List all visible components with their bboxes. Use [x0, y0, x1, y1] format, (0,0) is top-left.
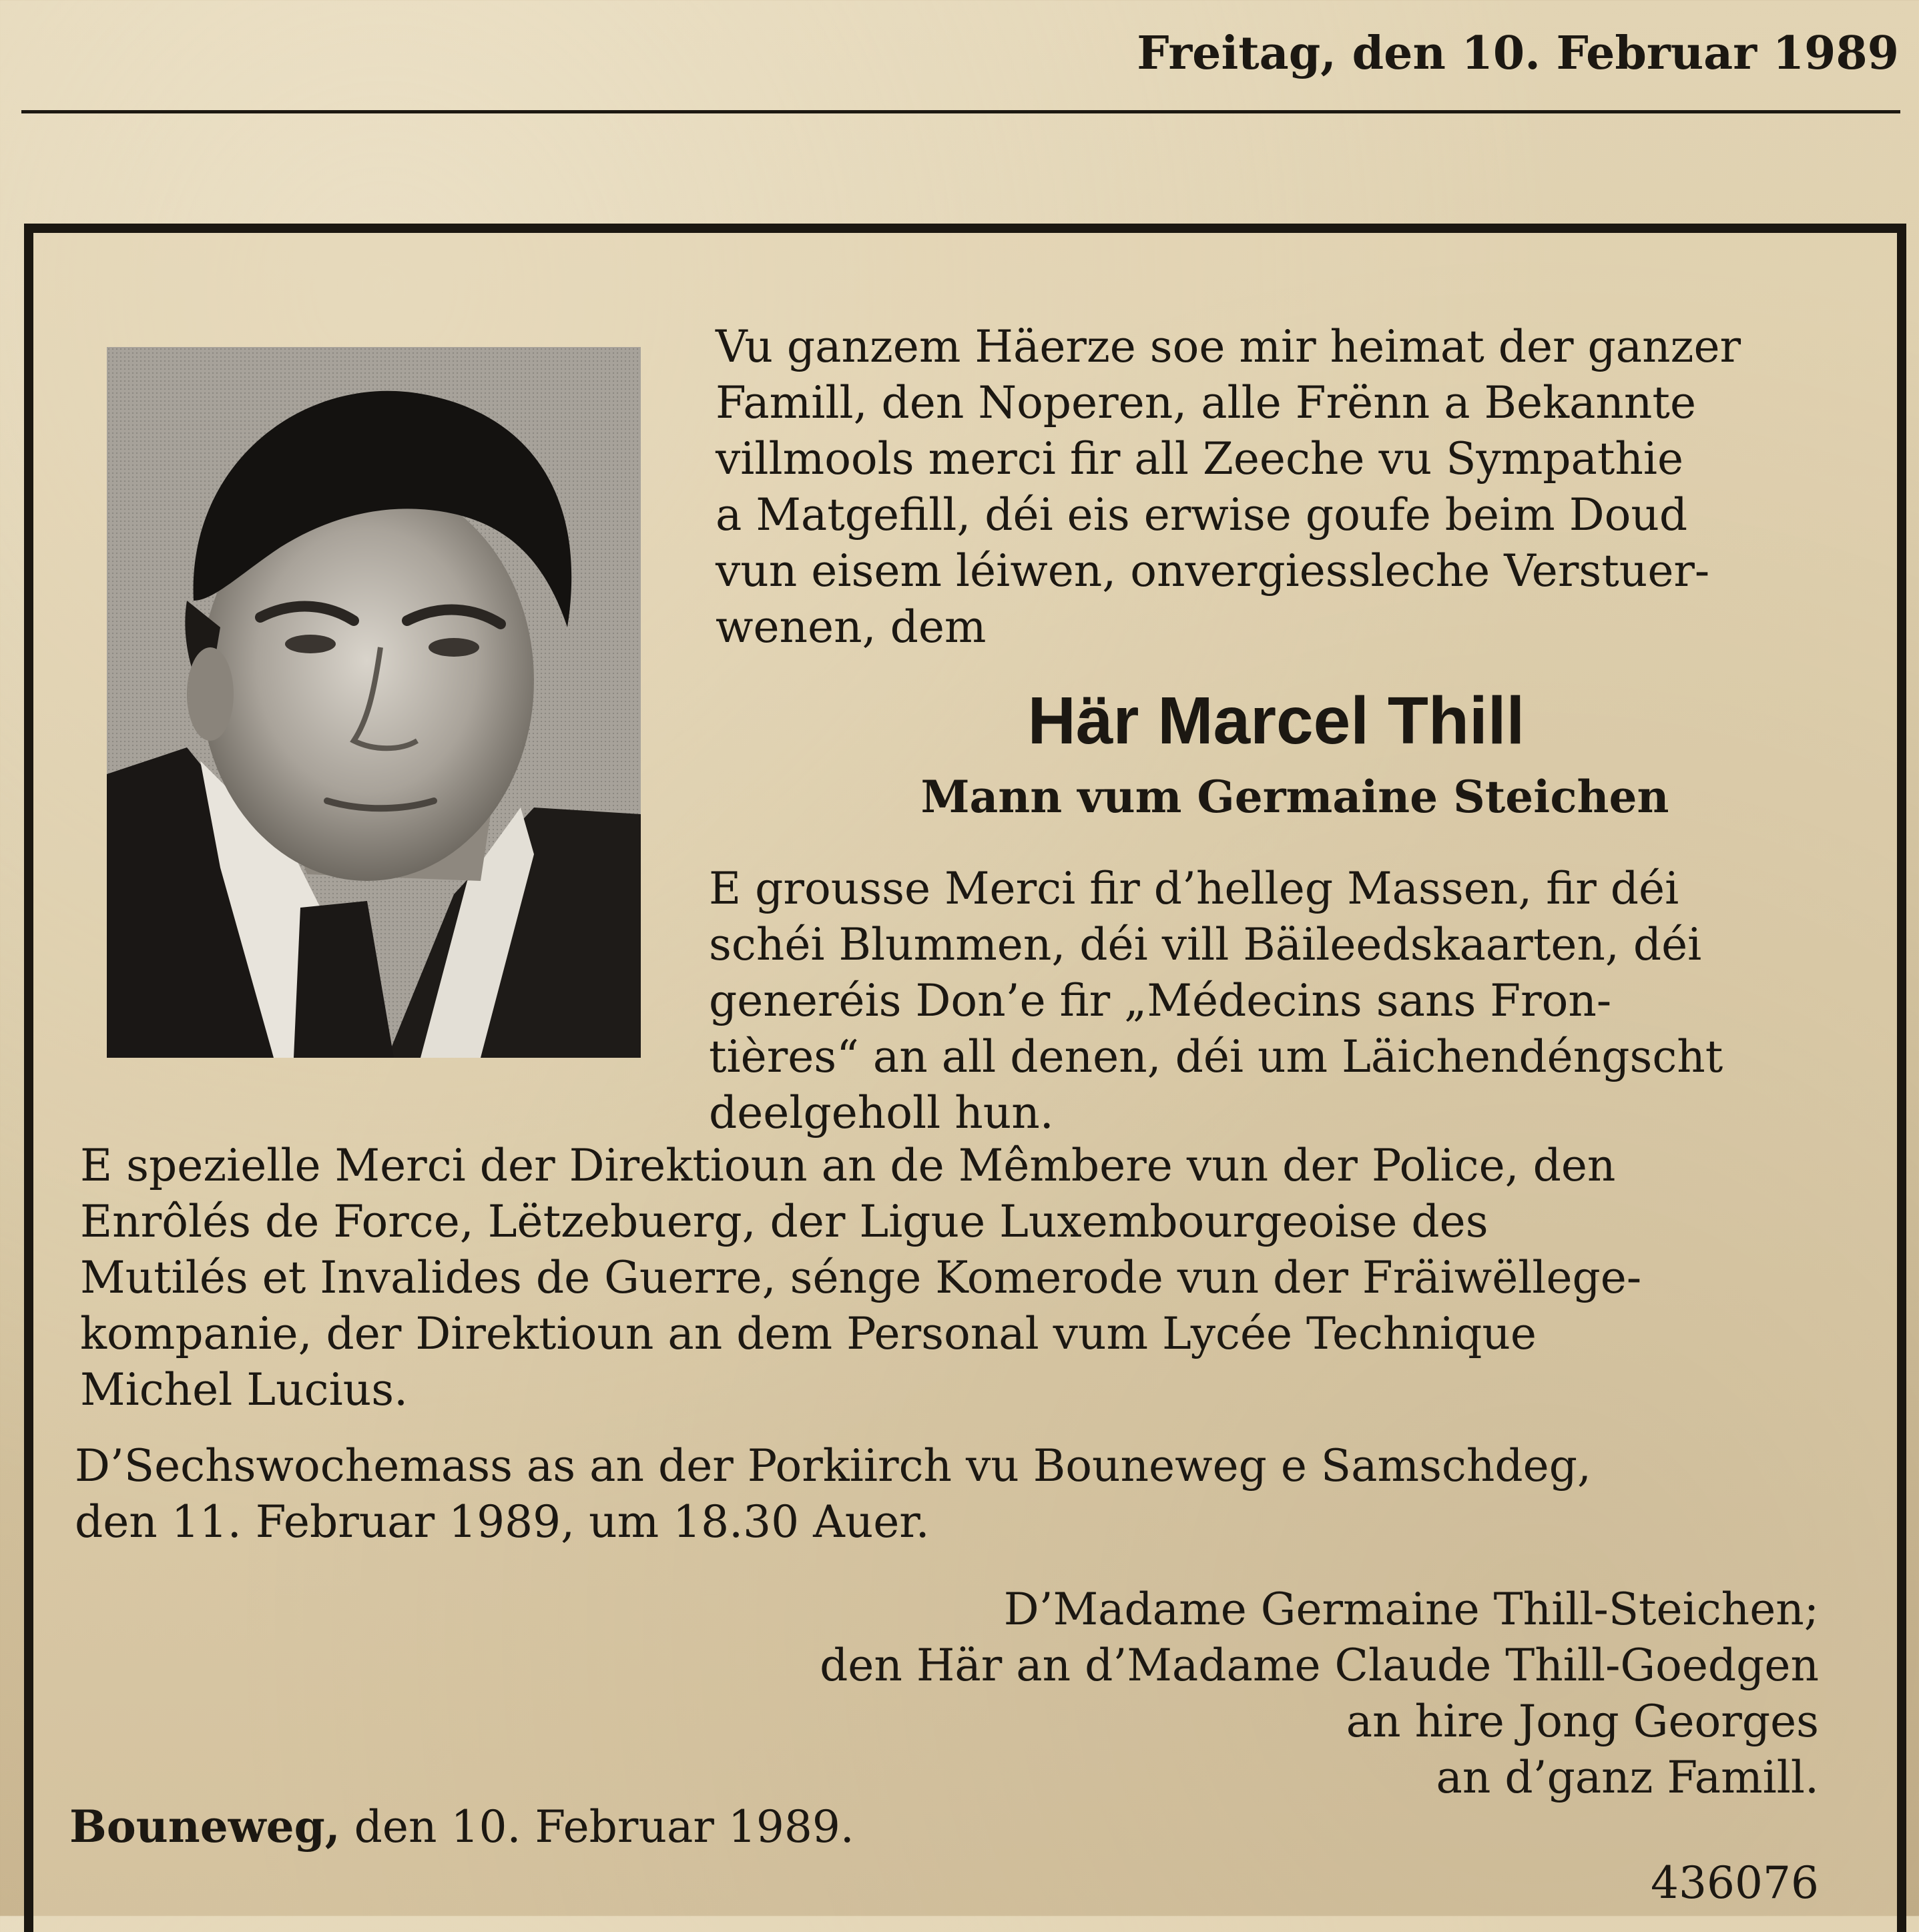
special-thanks-line: Enrôlés de Force, Lëtzebuerg, der Ligue Luxembourgeoise des: [80, 1196, 1488, 1247]
signatory-line: an d’ganz Famill.: [1436, 1752, 1819, 1803]
thanks-line: tières“ an all denen, déi um Läichendéngscht: [709, 1031, 1723, 1082]
reference-number: 436076: [1651, 1857, 1819, 1909]
thanks-line: E grousse Merci fir d’helleg Massen, fir déi: [709, 863, 1679, 914]
intro-line: a Matgefill, déi eis erwise goufe beim Doud: [716, 489, 1688, 541]
closing-date: den 10. Februar 1989.: [340, 1801, 854, 1853]
signatory-line: den Här an d’Madame Claude Thill-Goedgen: [820, 1640, 1819, 1691]
memorial-mass-line: den 11. Februar 1989, um 18.30 Auer.: [75, 1496, 930, 1548]
thanks-line: schéi Blummen, déi vill Bäileedskaarten, déi: [709, 919, 1702, 970]
special-thanks-line: kompanie, der Direktioun an dem Personal vum Lycée Technique: [80, 1308, 1537, 1359]
intro-line: wenen, dem: [716, 601, 987, 653]
thanks-paragraph: [709, 861, 1837, 1141]
thanks-line: generéis Don’e fir „Médecins sans Fron-: [709, 975, 1612, 1026]
intro-line: Famill, den Noperen, alle Frënn a Bekannte: [716, 377, 1697, 428]
signatory-line: an hire Jong Georges: [1346, 1696, 1819, 1747]
special-thanks-line: Mutilés et Invalides de Guerre, sénge Komerode vun der Fräiwëllege-: [80, 1252, 1642, 1303]
header-divider: [21, 110, 1900, 113]
portrait-photo: [107, 347, 641, 1058]
memorial-mass-paragraph: [75, 1438, 1830, 1550]
place-and-date: [69, 1799, 854, 1855]
signatory-line: D’Madame Germaine Thill-Steichen;: [1003, 1584, 1819, 1635]
intro-line: vun eisem léiwen, onvergiessleche Verstuer-: [716, 545, 1710, 597]
memorial-mass-line: D’Sechswochemass as an der Porkiirch vu Bouneweg e Samschdeg,: [75, 1440, 1591, 1492]
deceased-name: Här Marcel Thill: [1027, 683, 1525, 758]
place-name: Bouneweg,: [69, 1801, 340, 1853]
special-thanks-line: E spezielle Merci der Direktioun an de Mêmbere vun der Police, den: [80, 1140, 1616, 1191]
family-signatories: [820, 1582, 1819, 1806]
deceased-relation: Mann vum Germaine Steichen: [920, 771, 1669, 823]
newspaper-date: Freitag, den 10. Februar 1989: [1137, 27, 1899, 80]
intro-paragraph: [716, 319, 1837, 655]
special-thanks-line: Michel Lucius.: [80, 1364, 408, 1415]
special-thanks-paragraph: [80, 1138, 1836, 1418]
thanks-line: deelgeholl hun.: [709, 1087, 1054, 1139]
intro-line: villmools merci fir all Zeeche vu Sympathie: [716, 433, 1684, 485]
intro-line: Vu ganzem Häerze soe mir heimat der ganzer: [716, 321, 1741, 372]
